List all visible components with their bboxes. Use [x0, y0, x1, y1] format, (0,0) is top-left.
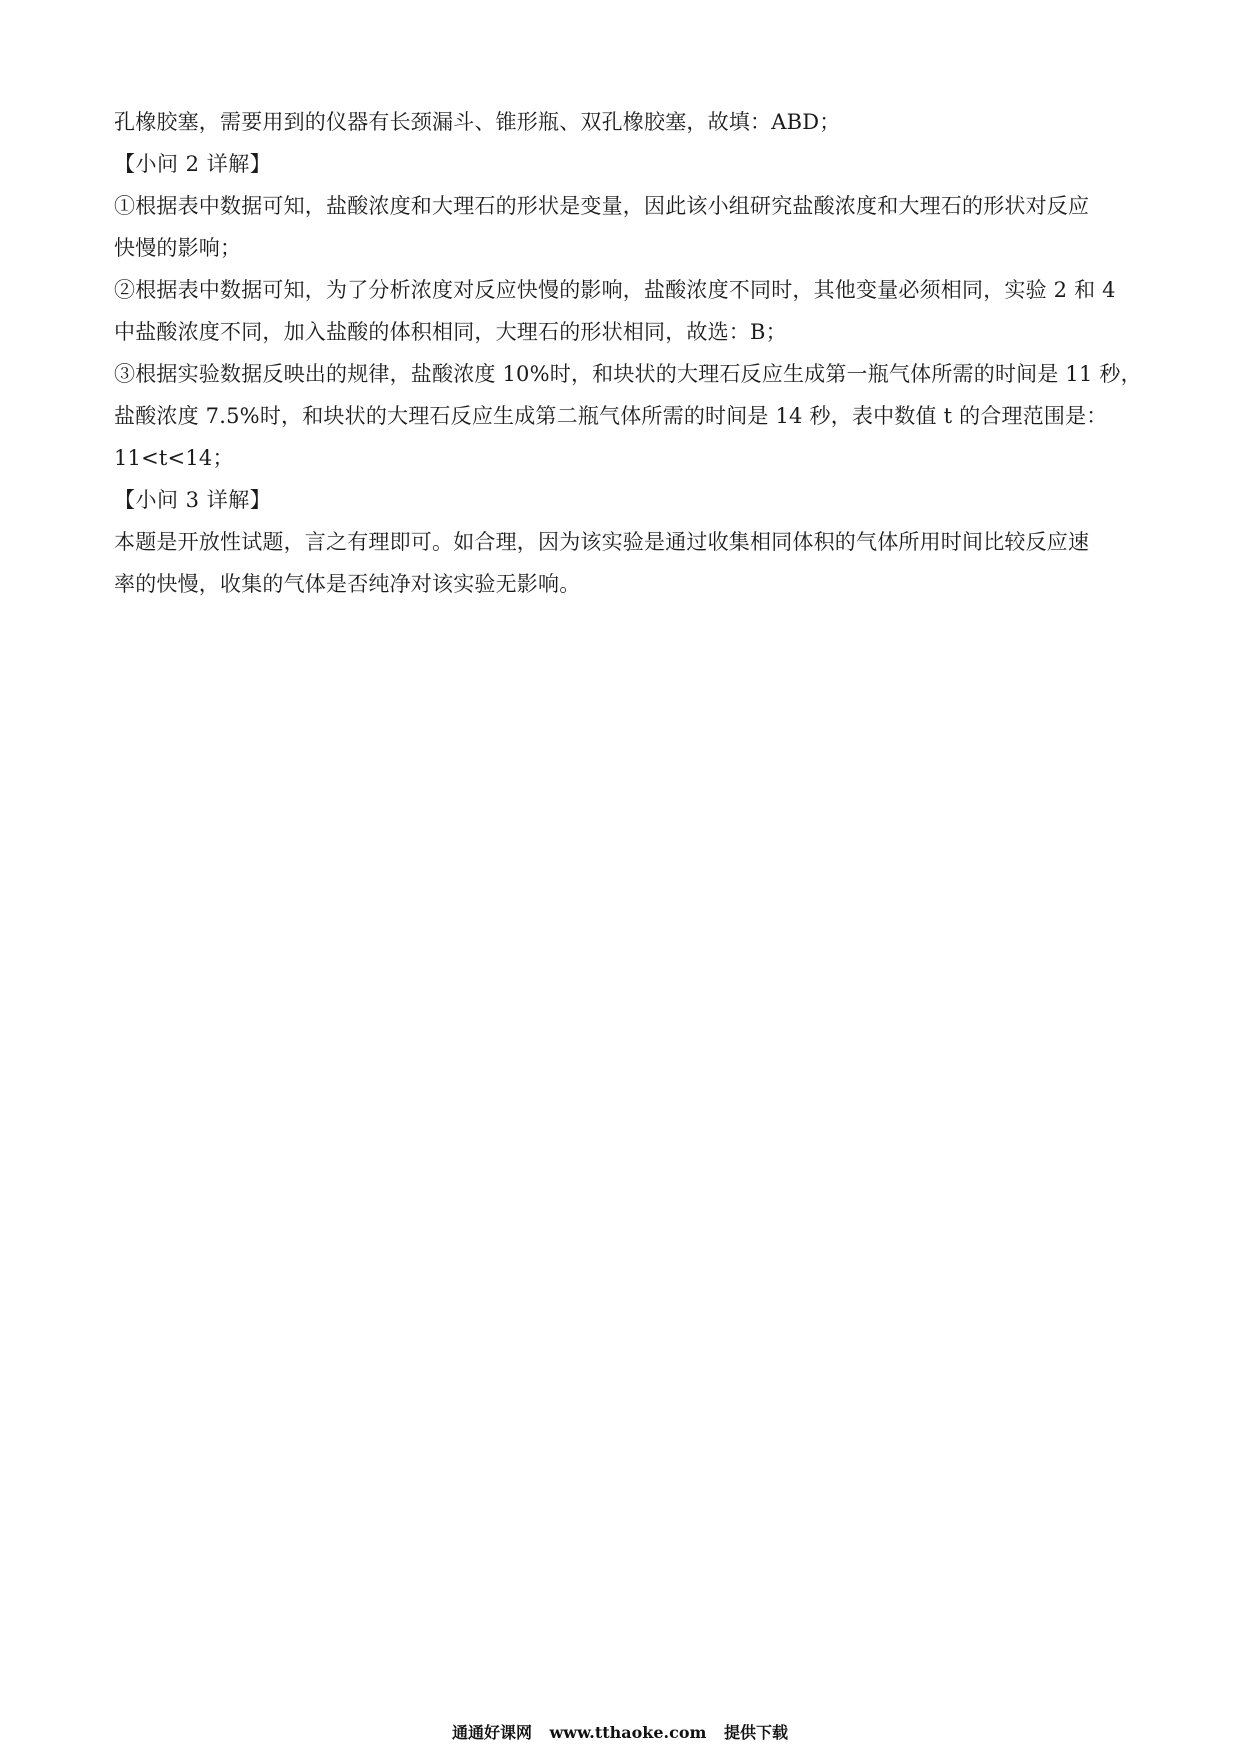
footer-note: 提供下载 — [724, 1723, 789, 1742]
page-footer — [0, 1722, 1240, 1744]
text-line-12: 率的快慢，收集的气体是否纯净对该实验无影响。 — [114, 572, 581, 596]
section-heading-question-2: 【小问 2 详解】 — [114, 152, 272, 176]
text-line-4: 快慢的影响； — [114, 236, 242, 260]
text-line-6: 中盐酸浓度不同，加入盐酸的体积相同，大理石的形状相同，故选：B； — [114, 320, 787, 344]
text-line-8: 盐酸浓度 7.5%时，和块状的大理石反应生成第二瓶气体所需的时间是 14 秒，表中数值 t 的合理范围是： — [114, 404, 1108, 428]
footer-url[interactable]: www.tthaoke.com — [549, 1723, 707, 1742]
text-line-9: 11<t<14； — [114, 446, 234, 470]
text-line-11: 本题是开放性试题，言之有理即可。如合理，因为该实验是通过收集相同体积的气体所用时间比较反应速 — [114, 530, 1090, 554]
text-line-1: 孔橡胶塞，需要用到的仪器有长颈漏斗、锥形瓶、双孔橡胶塞，故填：ABD； — [114, 110, 841, 134]
text-line-7: ③根据实验数据反映出的规律，盐酸浓度 10%时，和块状的大理石反应生成第一瓶气体所需的时间是 11 秒， — [114, 362, 1142, 386]
footer-site-name: 通通好课网 — [451, 1723, 532, 1742]
text-line-5: ②根据表中数据可知，为了分析浓度对反应快慢的影响，盐酸浓度不同时，其他变量必须相同，实验 2 和 4 — [114, 278, 1116, 302]
document-body — [114, 101, 1142, 605]
section-heading-question-3: 【小问 3 详解】 — [114, 488, 272, 512]
text-line-3: ①根据表中数据可知，盐酸浓度和大理石的形状是变量，因此该小组研究盐酸浓度和大理石的形状对反应 — [114, 194, 1090, 218]
